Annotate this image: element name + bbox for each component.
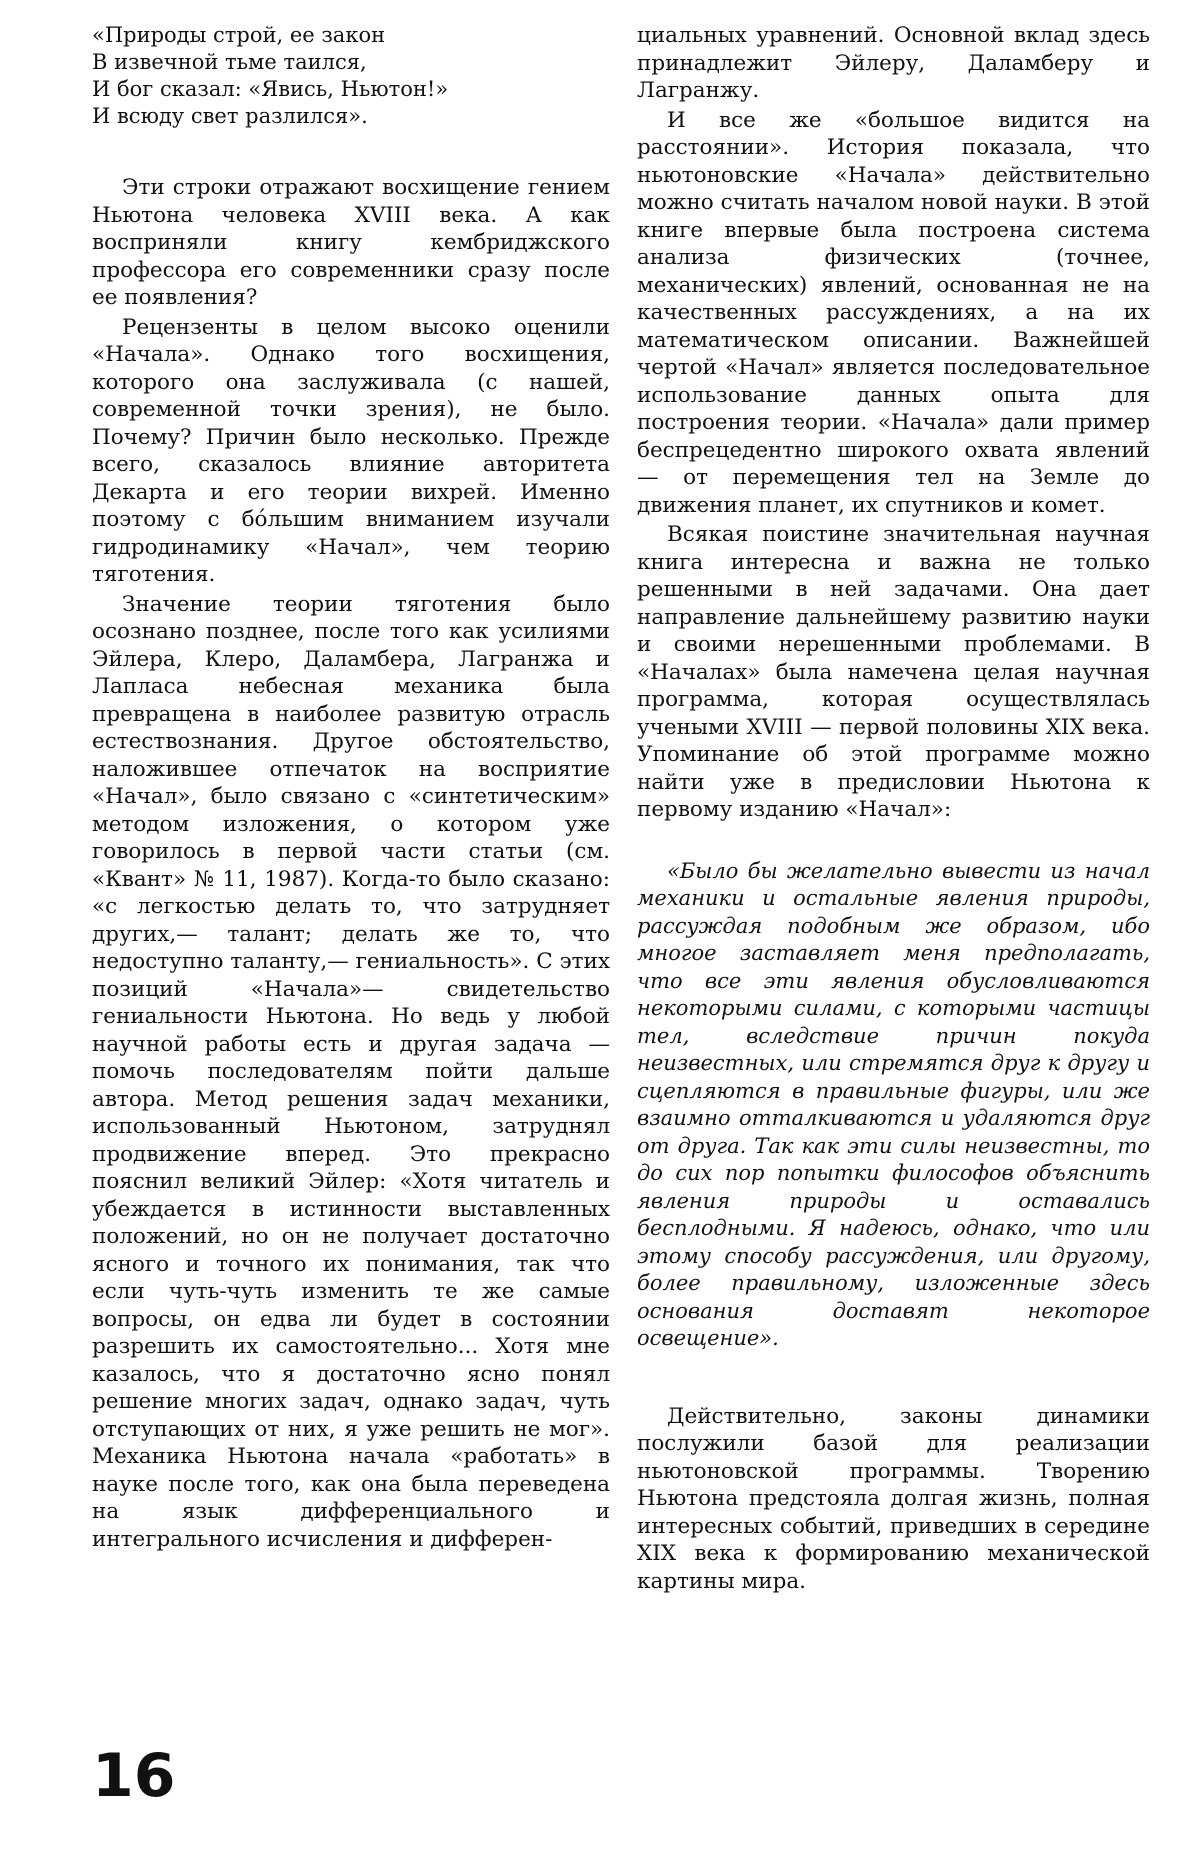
poem-line: В извечной тьме таился, <box>92 50 367 74</box>
left-column <box>92 22 610 1555</box>
poem-line: «Природы строй, ее закон <box>92 23 386 47</box>
newton-preface-quote: «Было бы желательно вывести из начал механики и остальные явления природы, рассуждая подобным же образом, ибо многое заставляет меня предполагать, что все эти явления обусловливаются некоторыми силами, с которыми частицы тел, вследствие причин покуда неизвестных, или стремятся друг к другу и сцепляются в правильные фигуры, или же взаимно отталкиваются и удаляются друг от друга. Так как эти силы неизвестны, то до сих пор попытки философов объяснить явления природы и оставались бесплодными. Я надеюсь, однако, что или этому способу рассуждения, или другому, более правильному, изложенные здесь основания доставят некоторое освещение». <box>637 858 1150 1350</box>
paragraph-gravitation-theory: Значение теории тяготения было осознано позднее, после того как усилиями Эйлера, Клеро, Даламбера, Лагранжа и Лапласа небесная механика была превращена в наиболее развитую отрасль естествознания. Другое обстоятельство, наложившее отпечаток на восприятие «Начал», было связано с «синтетическим» методом изложения, о котором уже говорилось в первой части статьи (см. «Квант» № 11, 1987). Когда-то было сказано: «с легкостью делать то, что затрудняет других,— талант; делать же то, что недоступно таланту,— гениальность». С этих позиций «Начала»— свидетельство гениальности Ньютона. Но ведь у любой научной работы есть и другая задача — помочь последователям пойти дальше автора. Метод решения задач механики, использованный Ньютоном, затруднял продвижение вперед. Это прекрасно пояснил великий Эйлер: «Хотя читатель и убеждается в истинности выставленных положений, но он не получает достаточно ясного и точного их понимания, так что если чуть-чуть изменить те же самые вопросы, он едва ли будет в состоянии разрешить их самостоятельно... Хотя мне казалось, что я достаточно ясно понял решение многих задач, однако задач, чуть отступающих от них, я уже решить не мог». Механика Ньютона начала «работать» в науке после того, как она была переведена на язык дифференциального и интегрального исчисления и дифферен- <box>92 591 610 1552</box>
page-number: 16 <box>92 1741 176 1811</box>
right-column <box>637 22 1150 1597</box>
paragraph-reviewers: Рецензенты в целом высоко оценили «Начала». Однако того восхищения, которого она заслуживала (с нашей, современной точки зрения), не было. Почему? Причин было несколько. Прежде всего, сказалось влияние авторитета Декарта и его теории вихрей. Именно поэтому с бо́льшим вниманием изучали гидродинамику «Начал», чем теорию тяготения. <box>92 314 610 587</box>
poem-line: И бог сказал: «Явись, Ньютон!» <box>92 77 449 101</box>
epigraph-poem <box>92 22 610 130</box>
poem-line: И всюду свет разлился». <box>92 104 368 128</box>
paragraph-admiration: Эти строки отражают восхищение гением Ньютона человека XVIII века. А как восприняли книгу кембриджского профессора его современники сразу после ее появления? <box>92 175 610 310</box>
paragraph-continuation: циальных уравнений. Основной вклад здесь принадлежит Эйлеру, Даламберу и Лагранжу. <box>637 23 1150 103</box>
paragraph-distance: И все же «большое видится на расстоянии». История показала, что ньютоновские «Начала» действительно можно считать началом новой науки. В этой книге впервые была построена система анализа физических (точнее, механических) явлений, основанная не на качественных рассуждениях, а на их математическом описании. Важнейшей чертой «Начал» является последовательное использование данных опыта для построения теории. «Начала» дали пример беспрецедентно широкого охвата явлений — от перемещения тел на Земле до движения планет, их спутников и комет. <box>637 107 1150 518</box>
paragraph-scientific-program: Всякая поистине значительная научная книга интересна и важна не только решенными в ней задачами. Она дает направление дальнейшему развитию науки и своими нерешенными проблемами. В «Началах» была намечена целая научная программа, которая осуществлялась учеными XVIII — первой половины XIX века. Упоминание об этой программе можно найти уже в предисловии Ньютона к первому изданию «Начал»: <box>637 522 1150 822</box>
paragraph-conclusion: Действительно, законы динамики послужили базой для реализации ньютоновской программы. Творению Ньютона предстояла долгая жизнь, полная интересных событий, приведших в середине XIX века к формированию механической картины мира. <box>637 1403 1150 1594</box>
